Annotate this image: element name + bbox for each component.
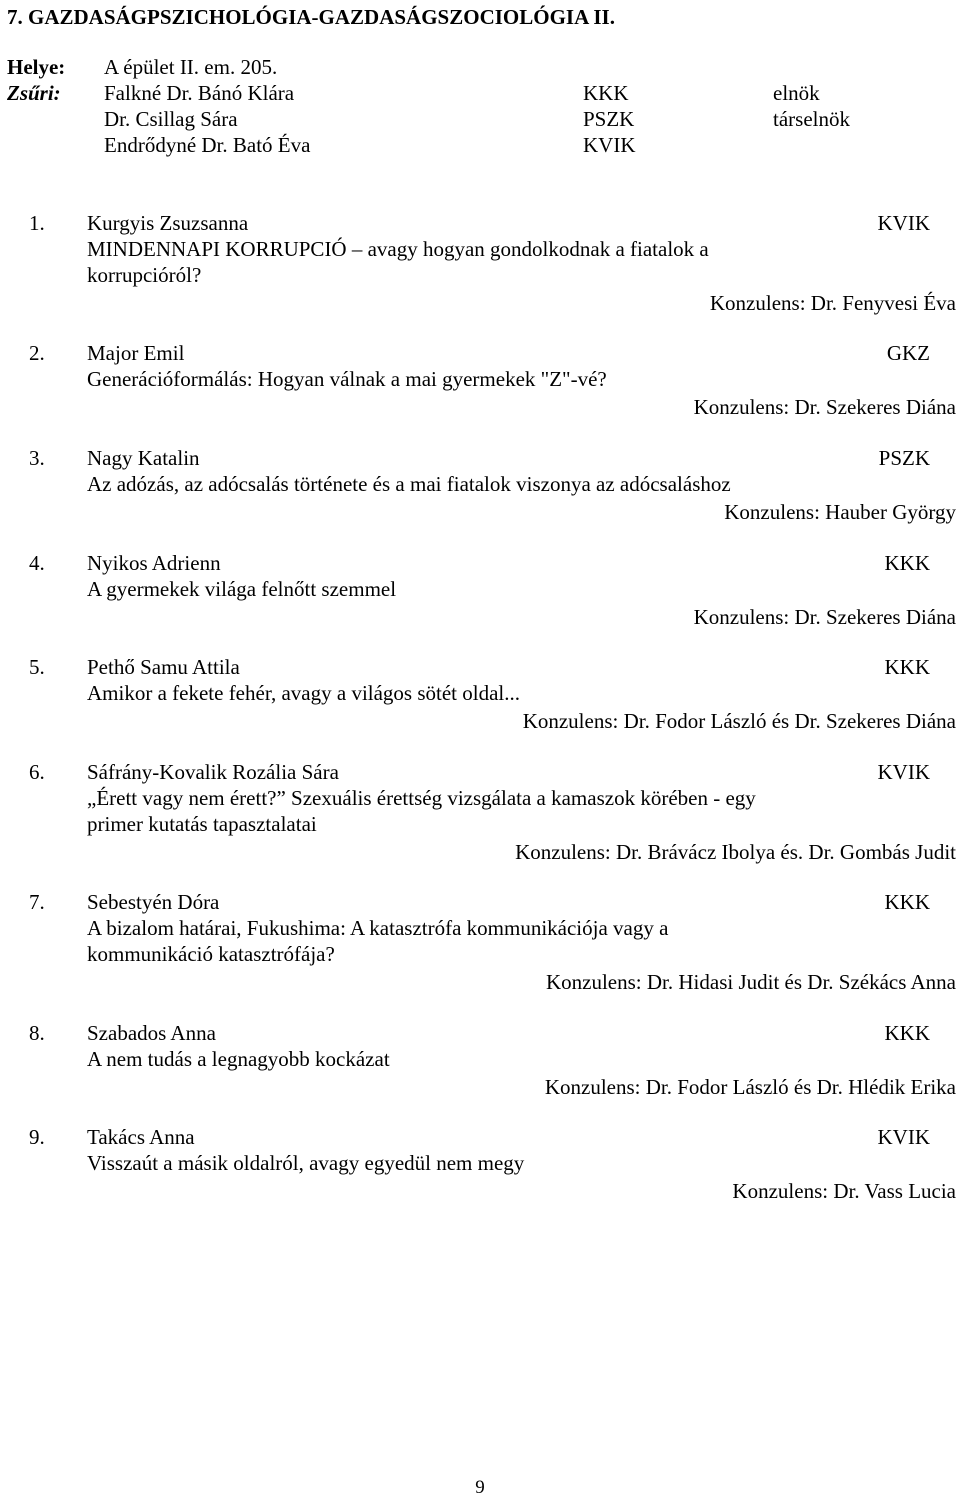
presenter-name: Pethő Samu Attila [87,655,240,679]
title-line: primer kutatás tapasztalatai [87,812,317,836]
presentation-title [87,915,807,967]
jury-member-role: társelnök [773,107,850,131]
faculty-code: KVIK [877,1125,930,1149]
jury-row [7,106,947,132]
consultant: Konzulens: Dr. Brávácz Ibolya és. Dr. Gombás Judit [515,840,956,864]
consultant: Konzulens: Dr. Fenyvesi Éva [709,291,956,315]
presenter-name: Major Emil [87,341,185,365]
consultant: Konzulens: Dr. Hidasi Judit és Dr. Székács Anna [545,970,956,994]
jury-member-name: Dr. Csillag Sára [104,107,238,131]
presentation-title [87,236,807,288]
title-line: A bizalom határai, Fukushima: A katasztrófa kommunikációja vagy a [87,916,669,940]
jury-row [7,80,947,106]
location-row [7,54,947,80]
consultant: Konzulens: Dr. Szekeres Diána [693,395,956,419]
presentation-title [87,471,947,497]
jury-label: Zsűri: [7,81,61,105]
title-line: kommunikáció katasztrófája? [87,942,335,966]
presentation-title [87,576,807,602]
title-line: „Érett vagy nem érett?” Szexuális érettség vizsgálata a kamaszok körében - egy [87,786,756,810]
jury-member-role: elnök [773,81,820,105]
jury-row [7,132,947,158]
jury-member-name: Endrődyné Dr. Bató Éva [104,133,311,157]
consultant: Konzulens: Hauber György [724,500,956,524]
title-line: korrupcióról? [87,263,202,287]
entry-number: 6. [29,760,45,784]
faculty-code: KVIK [877,760,930,784]
consultant: Konzulens: Dr. Vass Lucia [732,1179,956,1203]
entry-number: 7. [29,890,45,914]
title-line: Az adózás, az adócsalás története és a mai fiatalok viszonya az adócsaláshoz [87,472,731,496]
location-label: Helye: [7,55,66,79]
entry-number: 2. [29,341,45,365]
consultant: Konzulens: Dr. Szekeres Diána [693,605,956,629]
faculty-code: PSZK [878,446,930,470]
title-line: Generációformálás: Hogyan válnak a mai gyermekek "Z"-vé? [87,367,607,391]
title-line: A gyermekek világa felnőtt szemmel [87,577,397,601]
session-meta [7,54,947,158]
entry-number: 5. [29,655,45,679]
faculty-code: GKZ [886,341,930,365]
jury-member-unit: PSZK [583,107,635,131]
entry-number: 9. [29,1125,45,1149]
title-line: Visszaút a másik oldalról, avagy egyedül nem megy [87,1151,525,1175]
presentation-title [87,680,807,706]
entry-number: 3. [29,446,45,470]
title-line: A nem tudás a legnagyobb kockázat [87,1047,390,1071]
presentation-title [87,785,807,837]
page-number: 9 [475,1477,485,1498]
presentation-title [87,1046,807,1072]
entry-number: 1. [29,211,45,235]
presenter-name: Nyikos Adrienn [87,551,221,575]
presenter-name: Takács Anna [87,1125,195,1149]
jury-member-unit: KVIK [583,133,636,157]
faculty-code: KKK [884,551,930,575]
faculty-code: KKK [884,1021,930,1045]
presentation-title [87,366,807,392]
presenter-name: Sáfrány-Kovalik Rozália Sára [87,760,339,784]
location-value: A épület II. em. 205. [104,55,278,79]
title-line: MINDENNAPI KORRUPCIÓ – avagy hogyan gondolkodnak a fiatalok a [87,237,709,261]
entry-number: 8. [29,1021,45,1045]
consultant: Konzulens: Dr. Fodor László és Dr. Hlédik Erika [544,1075,956,1099]
presentation-title [87,1150,807,1176]
presenter-name: Kurgyis Zsuzsanna [87,211,249,235]
faculty-code: KKK [884,890,930,914]
section-title: 7. GAZDASÁGPSZICHOLÓGIA-GAZDASÁGSZOCIOLÓGIA II. [7,5,615,29]
jury-member-unit: KKK [583,81,629,105]
faculty-code: KKK [884,655,930,679]
title-line: Amikor a fekete fehér, avagy a világos sötét oldal... [87,681,521,705]
presenter-name: Nagy Katalin [87,446,200,470]
jury-member-name: Falkné Dr. Bánó Klára [104,81,295,105]
consultant: Konzulens: Dr. Fodor László és Dr. Szekeres Diána [522,709,956,733]
faculty-code: KVIK [877,211,930,235]
presenter-name: Sebestyén Dóra [87,890,220,914]
presenter-name: Szabados Anna [87,1021,216,1045]
entry-number: 4. [29,551,45,575]
